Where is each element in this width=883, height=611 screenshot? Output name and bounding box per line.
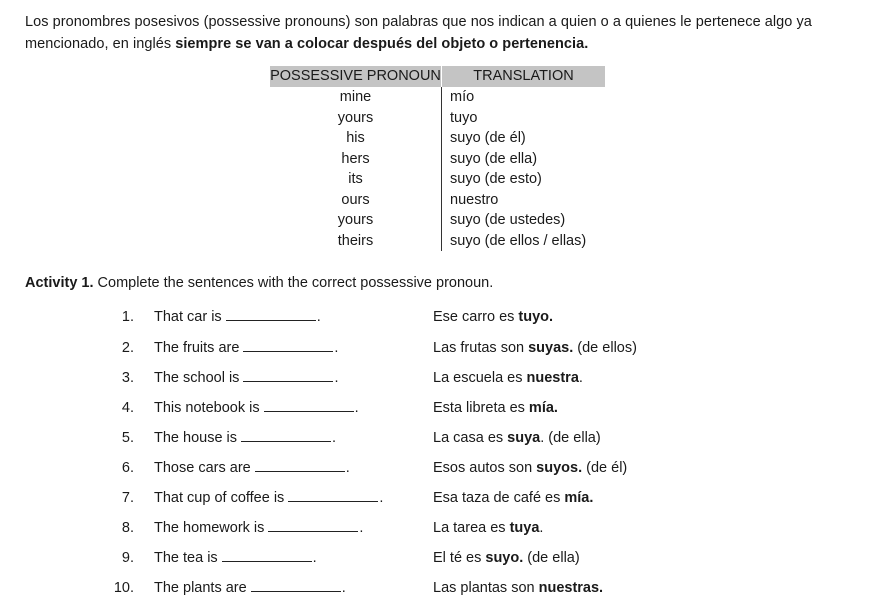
sentence-text: The homework is xyxy=(154,520,265,536)
answer-blank[interactable] xyxy=(255,457,345,472)
table-header-row xyxy=(270,66,605,87)
intro-paragraph xyxy=(25,11,865,55)
sentence-text: That cup of coffee is xyxy=(154,490,285,506)
sentence-text: The fruits are xyxy=(154,340,240,356)
sentence-period: . xyxy=(334,340,339,356)
item-sentence xyxy=(154,457,350,479)
activity-title xyxy=(25,272,493,294)
exercise-item xyxy=(0,577,883,599)
activity-title-bold: Activity 1. xyxy=(25,275,94,291)
sentence-period: . xyxy=(316,309,321,325)
exercise-item xyxy=(0,306,883,328)
exercise-item xyxy=(0,427,883,449)
item-sentence xyxy=(154,547,317,569)
answer-blank[interactable] xyxy=(222,547,312,562)
sentence-text: The tea is xyxy=(154,550,218,566)
table-row xyxy=(270,231,605,252)
sentence-text: That car is xyxy=(154,309,222,325)
translation-cell: suyo (de esto) xyxy=(442,169,606,190)
sentence-text: The house is xyxy=(154,430,238,446)
sentence-text: This notebook is xyxy=(154,400,260,416)
exercise-item xyxy=(0,457,883,479)
translation-post: (de él) xyxy=(582,460,628,476)
translation-pre: La tarea es xyxy=(433,520,510,536)
item-number: 8. xyxy=(121,520,134,536)
pronoun-cell: its xyxy=(348,171,363,187)
pronoun-cell: ours xyxy=(341,191,370,208)
item-number: 4. xyxy=(121,400,134,416)
translation-cell: mío xyxy=(442,87,606,108)
answer-blank[interactable] xyxy=(264,397,354,412)
pronoun-cell: mine xyxy=(339,89,372,105)
translation-post: . xyxy=(539,520,544,536)
translation-cell: suyo (de ustedes) xyxy=(442,210,606,231)
item-translation xyxy=(433,577,603,599)
item-sentence xyxy=(154,337,338,359)
translation-pre: Esos autos son xyxy=(433,460,537,476)
sentence-period: . xyxy=(332,430,337,446)
translation-cell: tuyo xyxy=(442,108,606,129)
exercise-item xyxy=(0,397,883,419)
answer-blank[interactable] xyxy=(243,337,333,352)
item-translation xyxy=(433,397,558,419)
sentence-period: . xyxy=(359,520,364,536)
item-translation xyxy=(433,306,553,328)
table-row xyxy=(270,169,605,190)
sentence-period: . xyxy=(334,370,339,386)
sentence-period: . xyxy=(341,580,346,596)
header-translation: TRANSLATION xyxy=(442,66,606,87)
item-number: 7. xyxy=(121,490,134,506)
translation-pre: Las plantas son xyxy=(433,580,539,596)
exercise-item xyxy=(0,547,883,569)
header-possessive-pronoun: POSSESSIVE PRONOUN xyxy=(270,66,442,87)
possessive-pronoun-table xyxy=(270,66,605,251)
item-number: 10. xyxy=(113,580,134,596)
exercise-item xyxy=(0,517,883,539)
translation-cell: nuestro xyxy=(442,190,606,211)
item-sentence xyxy=(154,487,383,509)
translation-pre: Esa taza de café es xyxy=(433,490,565,506)
sentence-text: The school is xyxy=(154,370,240,386)
item-translation xyxy=(433,517,543,539)
pronoun-cell: hers xyxy=(341,150,370,167)
exercise-item xyxy=(0,337,883,359)
exercise-item xyxy=(0,487,883,509)
translation-answer: suyos. xyxy=(536,460,583,476)
sentence-period: . xyxy=(354,400,359,416)
translation-answer: nuestras. xyxy=(538,580,604,596)
intro-text: Los pronombres posesivos (possessive pronouns) son palabras que nos indican a quien o a quienes le pertenece algo ya mencionado, en inglés xyxy=(25,14,812,52)
item-translation xyxy=(433,337,637,359)
translation-cell: suyo (de él) xyxy=(442,128,606,149)
item-translation xyxy=(433,487,593,509)
item-number: 1. xyxy=(121,309,134,325)
translation-answer: tuyo. xyxy=(518,309,554,325)
pronoun-cell: yours xyxy=(337,109,374,126)
sentence-period: . xyxy=(379,490,384,506)
translation-pre: Las frutas son xyxy=(433,340,529,356)
sentence-period: . xyxy=(345,460,350,476)
item-sentence xyxy=(154,397,359,419)
item-sentence xyxy=(154,577,346,599)
translation-post: (de ellos) xyxy=(573,340,637,356)
answer-blank[interactable] xyxy=(226,306,316,321)
translation-post: . xyxy=(578,370,583,386)
item-number: 3. xyxy=(121,370,134,386)
translation-cell: suyo (de ella) xyxy=(442,149,606,170)
item-number: 5. xyxy=(121,430,134,446)
answer-blank[interactable] xyxy=(268,517,358,532)
translation-answer: suyas. xyxy=(528,340,574,356)
answer-blank[interactable] xyxy=(241,427,331,442)
item-translation xyxy=(433,457,627,479)
pronoun-cell: theirs xyxy=(337,232,374,249)
translation-answer: suyo. xyxy=(485,550,524,566)
item-sentence xyxy=(154,517,363,539)
table-row xyxy=(270,108,605,129)
activity-title-rest: Complete the sentences with the correct possessive pronoun. xyxy=(93,275,494,291)
item-number: 6. xyxy=(121,460,134,476)
translation-pre: El té es xyxy=(433,550,486,566)
item-translation xyxy=(433,427,601,449)
answer-blank[interactable] xyxy=(243,367,333,382)
translation-post: . (de ella) xyxy=(540,430,601,446)
item-number: 2. xyxy=(121,340,134,356)
table-row xyxy=(270,87,605,108)
table-row xyxy=(270,149,605,170)
intro-text-bold: siempre se van a colocar después del objeto o pertenencia. xyxy=(175,36,589,52)
sentence-period: . xyxy=(312,550,317,566)
table-row xyxy=(270,128,605,149)
translation-pre: La casa es xyxy=(433,430,508,446)
translation-cell: suyo (de ellos / ellas) xyxy=(442,231,606,252)
item-sentence xyxy=(154,306,321,328)
translation-answer: nuestra xyxy=(526,370,579,386)
translation-pre: Ese carro es xyxy=(433,309,519,325)
pronoun-cell: his xyxy=(346,130,365,146)
translation-answer: tuya xyxy=(509,520,540,536)
translation-answer: mía. xyxy=(528,400,558,416)
translation-pre: Esta libreta es xyxy=(433,400,529,416)
translation-answer: mía. xyxy=(564,490,594,506)
pronoun-cell: yours xyxy=(337,212,374,228)
item-translation xyxy=(433,367,583,389)
table-row xyxy=(270,210,605,231)
translation-answer: suya xyxy=(507,430,541,446)
item-sentence xyxy=(154,367,338,389)
item-sentence xyxy=(154,427,336,449)
table-row xyxy=(270,190,605,211)
answer-blank[interactable] xyxy=(288,487,378,502)
exercise-item xyxy=(0,367,883,389)
translation-pre: La escuela es xyxy=(433,370,527,386)
answer-blank[interactable] xyxy=(251,577,341,592)
item-number: 9. xyxy=(121,550,134,566)
translation-post: (de ella) xyxy=(523,550,580,566)
sentence-text: The plants are xyxy=(154,580,247,596)
item-translation xyxy=(433,547,580,569)
sentence-text: Those cars are xyxy=(154,460,251,476)
